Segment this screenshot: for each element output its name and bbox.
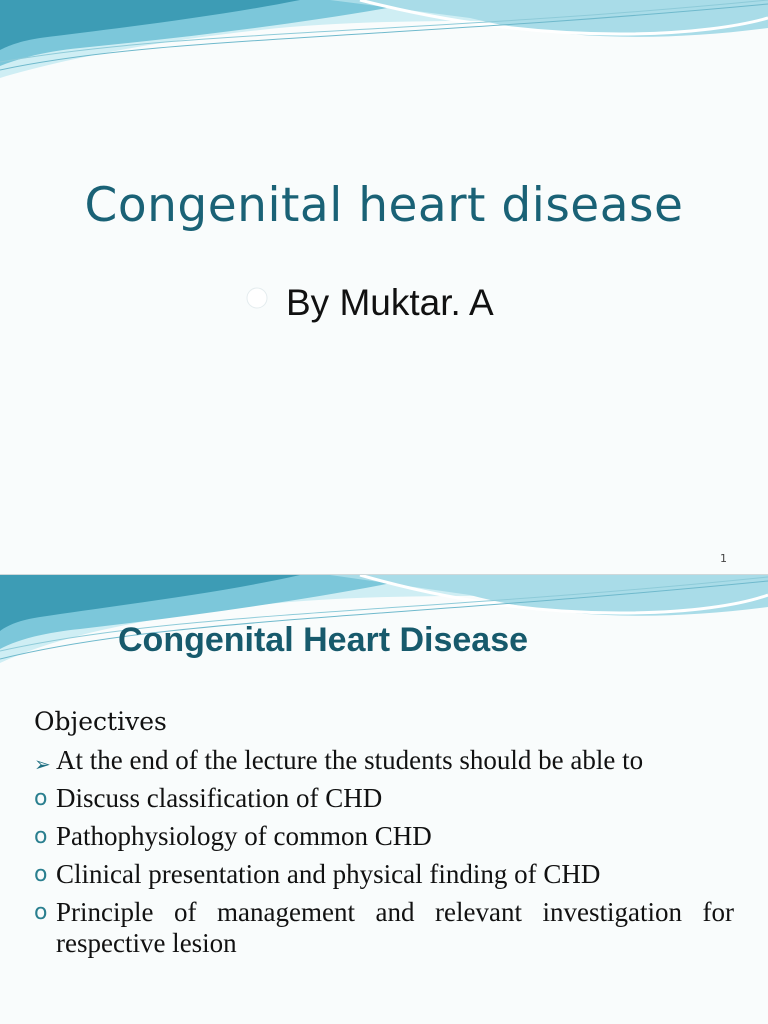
circle-bullet-icon: o xyxy=(34,786,48,811)
list-item xyxy=(34,897,734,959)
list-item-text: Pathophysiology of common CHD xyxy=(56,821,432,851)
circle-bullet-icon: o xyxy=(34,862,48,887)
arrow-bullet-icon: ➢ xyxy=(34,752,51,776)
list-item xyxy=(34,859,734,890)
white-circle-bullet-icon xyxy=(244,285,270,311)
list-item xyxy=(34,821,734,852)
slide-1-author: By Muktar. A xyxy=(286,282,494,323)
list-item xyxy=(34,783,734,814)
list-item xyxy=(34,745,734,776)
list-item-text: Principle of management and relevant investigation for respective lesion xyxy=(56,897,734,958)
page-number: 1 xyxy=(720,552,727,565)
objectives-label: Objectives xyxy=(34,707,167,736)
slide-2-title: Congenital Heart Disease xyxy=(118,621,529,659)
list-item-text: Clinical presentation and physical finding of CHD xyxy=(56,859,601,889)
objectives-list xyxy=(34,745,734,966)
circle-bullet-icon: o xyxy=(34,900,48,925)
slide-2 xyxy=(0,575,768,1024)
list-item-text: At the end of the lecture the students should be able to xyxy=(56,745,644,775)
circle-bullet-icon: o xyxy=(34,824,48,849)
list-item-text: Discuss classification of CHD xyxy=(56,783,383,813)
slide-1-title: Congenital heart disease xyxy=(84,178,684,233)
header-swoosh-decoration xyxy=(0,0,768,100)
